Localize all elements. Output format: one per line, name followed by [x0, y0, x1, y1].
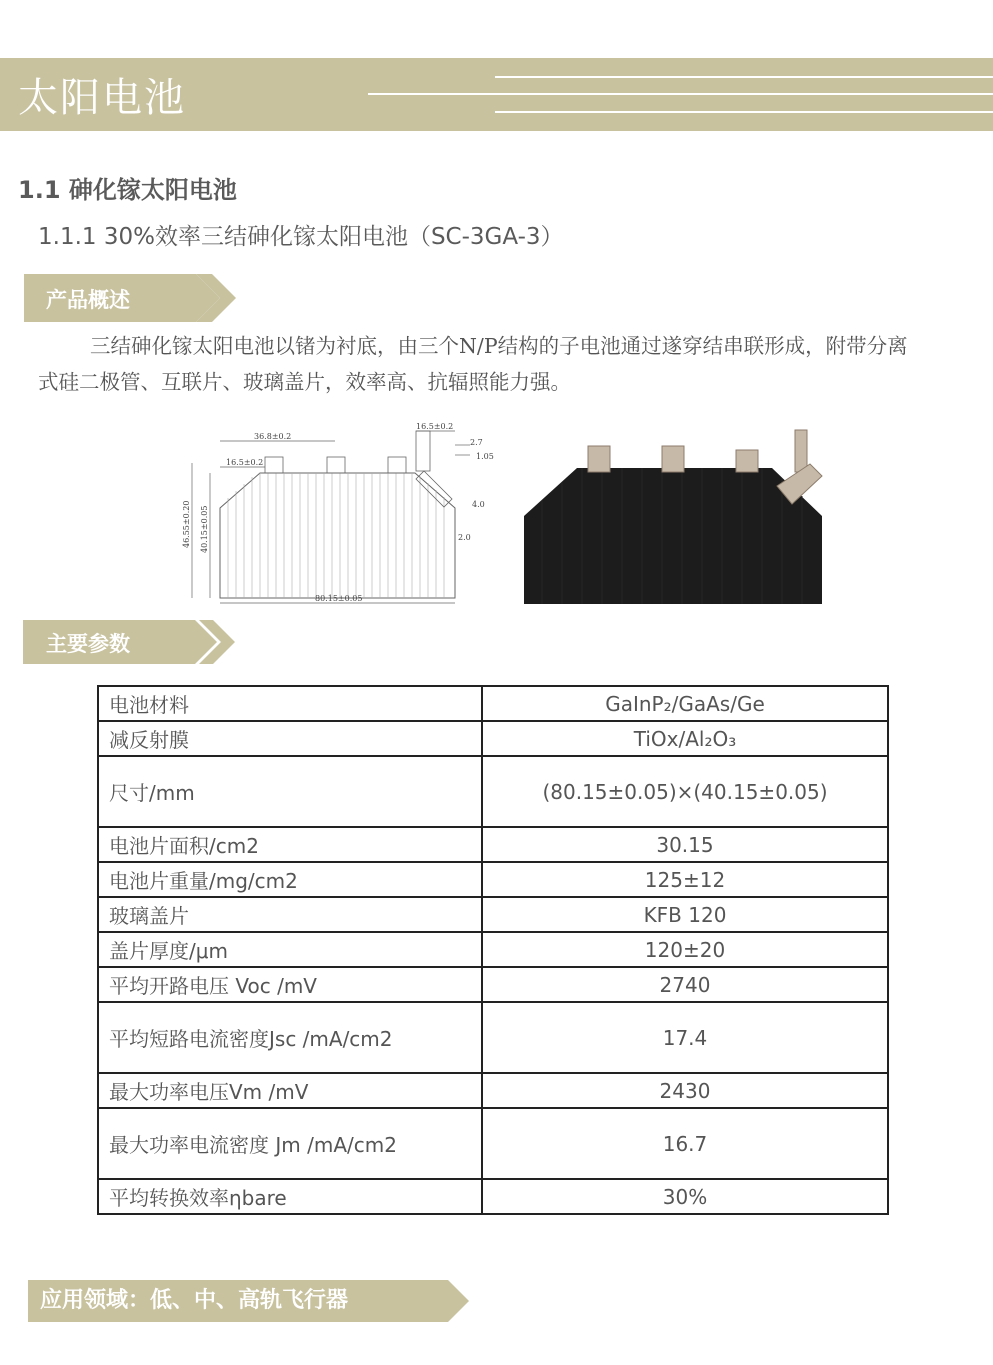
- param-value: GaInP₂/GaAs/Ge: [482, 686, 888, 721]
- technical-drawing: [180, 423, 500, 608]
- param-label: 盖片厚度/μm: [98, 932, 482, 967]
- dim-label: 1.05: [476, 452, 494, 461]
- table-row: [98, 862, 888, 897]
- application-text: 应用领域：低、中、高轨飞行器: [40, 1287, 349, 1313]
- param-label: 平均短路电流密度Jsc /mA/cm2: [98, 1002, 482, 1073]
- param-value: 30%: [482, 1179, 888, 1214]
- param-value: (80.15±0.05)×(40.15±0.05): [482, 756, 888, 827]
- params-tag: 主要参数: [46, 631, 130, 656]
- dim-label: 36.8±0.2: [254, 432, 292, 441]
- params-table: [97, 685, 889, 1215]
- table-row: [98, 1179, 888, 1214]
- dim-label: 80.15±0.05: [315, 594, 363, 603]
- overview-text: 三结砷化镓太阳电池以锗为衬底，由三个N/P结构的子电池通过遂穿结串联形成，附带分离式硅二极管、互联片、玻璃盖片，效率高、抗辐照能力强。: [38, 334, 908, 394]
- param-label: 电池材料: [98, 686, 482, 721]
- cell-photo: [522, 428, 824, 604]
- param-label: 减反射膜: [98, 721, 482, 756]
- table-row: [98, 721, 888, 756]
- table-row: [98, 1002, 888, 1073]
- param-value: 120±20: [482, 932, 888, 967]
- param-label: 最大功率电压Vm /mV: [98, 1073, 482, 1108]
- banner-line: [368, 93, 993, 95]
- dim-label: 46.55±0.20: [182, 500, 191, 548]
- dim-label: 16.5±0.2: [416, 423, 454, 431]
- dim-label: 40.15±0.05: [200, 505, 209, 553]
- table-row: [98, 967, 888, 1002]
- param-value: 30.15: [482, 827, 888, 862]
- param-value: TiOx/Al₂O₃: [482, 721, 888, 756]
- table-row: [98, 1073, 888, 1108]
- table-row: [98, 827, 888, 862]
- table-row: [98, 932, 888, 967]
- section-heading: 1.1 砷化镓太阳电池: [18, 176, 237, 204]
- param-label: 平均转换效率ηbare: [98, 1179, 482, 1214]
- overview-tag: 产品概述: [46, 288, 130, 312]
- param-value: 16.7: [482, 1108, 888, 1179]
- param-label: 最大功率电流密度 Jm /mA/cm2: [98, 1108, 482, 1179]
- param-value: 17.4: [482, 1002, 888, 1073]
- param-label: 玻璃盖片: [98, 897, 482, 932]
- param-value: 2740: [482, 967, 888, 1002]
- table-row: [98, 897, 888, 932]
- table-row: [98, 756, 888, 827]
- page-title: 太阳电池: [18, 75, 186, 121]
- param-value: KFB 120: [482, 897, 888, 932]
- subsection-heading: 1.1.1 30%效率三结砷化镓太阳电池（SC-3GA-3）: [38, 224, 564, 250]
- table-row: [98, 686, 888, 721]
- table-row: [98, 1108, 888, 1179]
- param-value: 125±12: [482, 862, 888, 897]
- banner-line: [495, 76, 993, 78]
- banner-line: [495, 111, 993, 113]
- dim-label: 2.0: [458, 533, 471, 542]
- dim-label: 2.7: [470, 438, 483, 447]
- param-value: 2430: [482, 1073, 888, 1108]
- param-label: 电池片重量/mg/cm2: [98, 862, 482, 897]
- param-label: 电池片面积/cm2: [98, 827, 482, 862]
- dim-label: 4.0: [472, 500, 485, 509]
- param-label: 平均开路电压 Voc /mV: [98, 967, 482, 1002]
- param-label: 尺寸/mm: [98, 756, 482, 827]
- dim-label: 16.5±0.2: [226, 458, 264, 467]
